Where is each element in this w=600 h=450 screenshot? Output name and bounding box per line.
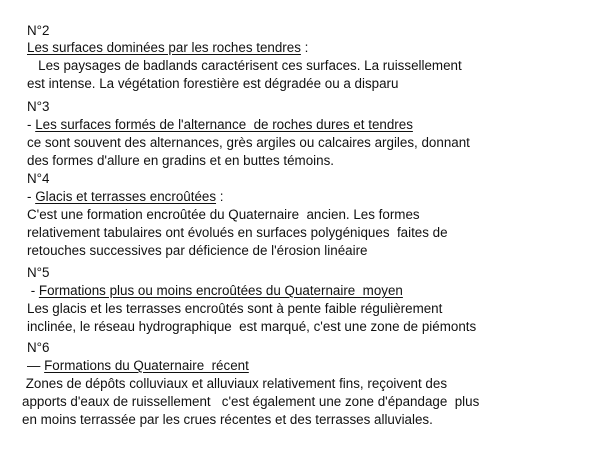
heading-suffix: : [216, 189, 224, 204]
body-line: Zones de dépôts colluviaux et alluviaux relativement fins, reçoivent des [22, 376, 448, 391]
body-line: retouches successives par déficience de l'érosion linéaire [27, 243, 368, 258]
body-line: C'est une formation encroûtée du Quaternaire ancien. Les formes [27, 207, 420, 222]
body-line: apports d'eaux de ruissellement c'est également une zone d'épandage plus [22, 394, 480, 409]
section-heading [27, 188, 224, 205]
body-line: en moins terrassée par les crues récentes et des terrasses alluviales. [22, 412, 433, 427]
section-number: N°4 [27, 171, 50, 186]
section-heading [27, 282, 403, 299]
section-heading [27, 116, 413, 133]
heading-title: Glacis et terrasses encroûtées [35, 189, 217, 204]
section-number: N°6 [27, 340, 50, 355]
body-line: Les paysages de badlands caractérisent ces surfaces. La ruissellement [27, 58, 462, 73]
section-number: N°2 [27, 23, 50, 38]
body-line: relativement tabulaires ont évolués en surfaces polygéniques faites de [27, 225, 448, 240]
heading-prefix: - [27, 189, 36, 204]
section-heading [27, 357, 249, 374]
heading-title: Formations plus ou moins encroûtées du Quaternaire moyen [38, 283, 403, 298]
body-line: inclinée, le réseau hydrographique est marqué, c'est une zone de piémonts [27, 319, 477, 334]
heading-prefix: - [27, 283, 39, 298]
heading-title: Les surfaces formés de l'alternance de roches dures et tendres [35, 117, 413, 132]
body-line: est intense. La végétation forestière est dégradée ou a disparu [27, 76, 399, 91]
section-heading [27, 39, 308, 56]
section-number: N°5 [27, 265, 50, 280]
section-number: N°3 [27, 99, 50, 114]
heading-title: Formations du Quaternaire récent [44, 358, 249, 373]
heading-suffix: : [300, 40, 309, 55]
body-line: ce sont souvent des alternances, grès argiles ou calcaires argiles, donnant [27, 135, 470, 150]
body-line: Les glacis et les terrasses encroûtés sont à pente faible régulièrement [27, 301, 443, 316]
heading-title: Les surfaces dominées par les roches tendres [27, 40, 301, 55]
heading-prefix: — [27, 358, 45, 373]
body-line: des formes d'allure en gradins et en buttes témoins. [27, 153, 334, 168]
heading-prefix: - [27, 117, 36, 132]
